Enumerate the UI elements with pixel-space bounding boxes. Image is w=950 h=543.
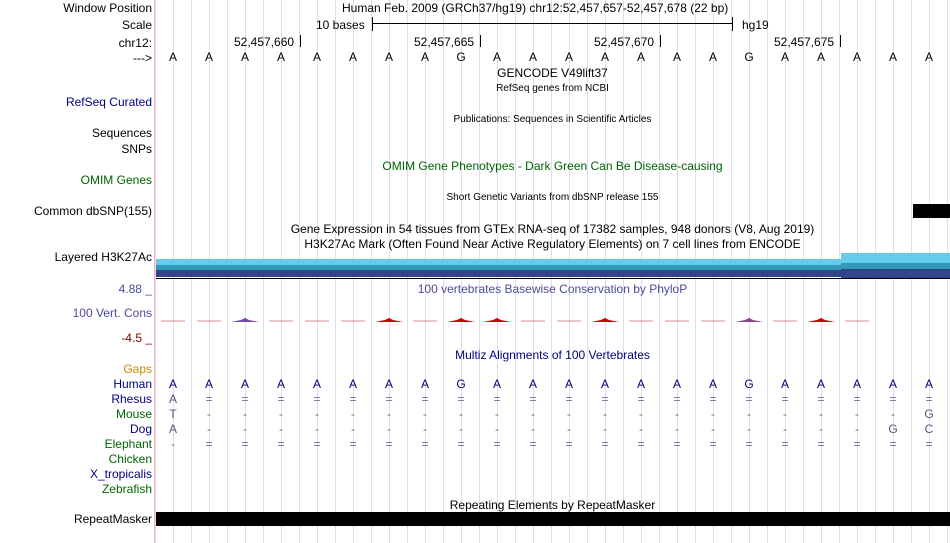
base-letter: A xyxy=(240,50,249,64)
base-letter: G xyxy=(456,50,466,64)
dbsnp-variant-feature[interactable] xyxy=(913,204,950,218)
species-label[interactable]: Dog xyxy=(129,422,152,436)
alignment-base: = xyxy=(493,437,501,451)
refseq-curated-label[interactable]: RefSeq Curated xyxy=(65,95,152,109)
alignment-base: = xyxy=(241,437,249,451)
base-letter: A xyxy=(168,50,177,64)
alignment-base: - xyxy=(711,407,715,421)
alignment-base: = xyxy=(349,392,357,406)
conservation-wiggle[interactable] xyxy=(0,315,950,335)
alignment-base: = xyxy=(853,437,861,451)
species-label[interactable]: Rhesus xyxy=(111,392,152,406)
conservation-mark xyxy=(735,318,763,322)
alignment-base: A xyxy=(492,377,501,391)
alignment-base: - xyxy=(639,422,643,436)
gencode-track-title[interactable]: GENCODE V49lift37 xyxy=(497,66,608,80)
alignment-base: = xyxy=(529,392,537,406)
base-letter: G xyxy=(744,50,754,64)
alignment-base: A xyxy=(204,377,213,391)
sequences-label[interactable]: Sequences xyxy=(91,126,152,140)
alignment-base: = xyxy=(745,392,753,406)
omim-genes-label[interactable]: OMIM Genes xyxy=(80,173,152,187)
alignment-base: A xyxy=(168,392,177,406)
cons-max-label: 4.88 _ xyxy=(118,282,152,296)
refseq-track-subtitle[interactable]: RefSeq genes from NCBI xyxy=(496,83,609,94)
base-letter: A xyxy=(384,50,393,64)
alignment-base: = xyxy=(529,437,537,451)
conservation-mark xyxy=(231,318,259,322)
alignment-base: - xyxy=(351,422,355,436)
alignment-base: = xyxy=(385,392,393,406)
alignment-base: = xyxy=(277,392,285,406)
alignment-base: - xyxy=(387,422,391,436)
alignment-base: A xyxy=(312,377,321,391)
h3k27ac-signal-dark[interactable] xyxy=(841,269,950,278)
alignment-base: = xyxy=(601,392,609,406)
alignment-base: A xyxy=(888,377,897,391)
alignment-base: - xyxy=(531,407,535,421)
base-letter: A xyxy=(780,50,789,64)
base-letter: A xyxy=(492,50,501,64)
conservation-mark xyxy=(375,318,403,322)
gaps-label[interactable]: Gaps xyxy=(123,362,152,376)
alignment-base: = xyxy=(385,437,393,451)
alignment-base: = xyxy=(673,437,681,451)
base-letter: A xyxy=(852,50,861,64)
alignment-base: = xyxy=(493,392,501,406)
alignment-base: - xyxy=(783,407,787,421)
alignment-base: = xyxy=(637,392,645,406)
common-dbsnp-label[interactable]: Common dbSNP(155) xyxy=(33,204,152,218)
alignment-base: = xyxy=(781,437,789,451)
scale-bar-left-label: 10 bases xyxy=(316,18,365,32)
alignment-base: = xyxy=(709,392,717,406)
alignment-base: - xyxy=(891,407,895,421)
alignment-base: = xyxy=(745,437,753,451)
conservation-mark xyxy=(483,318,511,322)
base-letter: A xyxy=(276,50,285,64)
alignment-base: = xyxy=(457,437,465,451)
snps-label[interactable]: SNPs xyxy=(121,142,152,156)
alignment-base: = xyxy=(781,392,789,406)
coord-tick-label: 52,457,670 xyxy=(594,35,655,49)
coord-tick xyxy=(840,35,841,47)
species-label[interactable]: Chicken xyxy=(108,452,152,466)
species-label[interactable]: Human xyxy=(113,377,152,391)
alignment-base: - xyxy=(675,422,679,436)
alignment-base: - xyxy=(819,422,823,436)
alignment-base: = xyxy=(565,437,573,451)
alignment-base: - xyxy=(603,422,607,436)
alignment-base: A xyxy=(924,377,933,391)
alignment-base: A xyxy=(780,377,789,391)
scale-bar-left-end xyxy=(372,17,373,31)
base-letter: A xyxy=(528,50,537,64)
cons-min-label: -4.5 _ xyxy=(121,331,152,345)
coord-tick-label: 52,457,675 xyxy=(774,35,835,49)
alignment-base: - xyxy=(855,407,859,421)
alignment-base: - xyxy=(711,422,715,436)
base-letter: A xyxy=(816,50,825,64)
gtex-track-title[interactable]: Gene Expression in 54 tissues from GTEx RNA-seq of 17382 samples, 948 donors (V8, Aug 2019) xyxy=(290,222,815,236)
alignment-base: = xyxy=(205,437,213,451)
h3k27ac-signal-light[interactable] xyxy=(841,253,950,263)
base-letter: A xyxy=(564,50,573,64)
alignment-base: G xyxy=(888,422,898,436)
scale-label: Scale xyxy=(121,18,152,32)
alignment-base: - xyxy=(495,407,499,421)
h3k27ac-signal-dark[interactable] xyxy=(156,270,841,277)
alignment-base: - xyxy=(459,422,463,436)
h3k27ac-baseline xyxy=(156,278,950,279)
alignment-base: A xyxy=(348,377,357,391)
base-letter: A xyxy=(672,50,681,64)
h3k27ac-track-title[interactable]: H3K27Ac Mark (Often Found Near Active Regulatory Elements) on 7 cell lines from ENCODE xyxy=(304,237,801,251)
alignment-base: - xyxy=(243,407,247,421)
species-label[interactable]: Zebrafish xyxy=(101,482,152,496)
alignment-base: = xyxy=(817,437,825,451)
coord-tick-label: 52,457,665 xyxy=(414,35,475,49)
alignment-base: - xyxy=(675,407,679,421)
alignment-base: = xyxy=(421,392,429,406)
window-position-text: Human Feb. 2009 (GRCh37/hg19) chr12:52,457,657-52,457,678 (22 bp) xyxy=(342,1,729,15)
base-letter: A xyxy=(600,50,609,64)
alignment-base: A xyxy=(672,377,681,391)
alignment-base: = xyxy=(889,437,897,451)
alignment-base: - xyxy=(495,422,499,436)
alignment-base: = xyxy=(277,437,285,451)
window-position-label: Window Position xyxy=(63,1,152,15)
alignment-base: A xyxy=(636,377,645,391)
alignment-base: = xyxy=(889,392,897,406)
strand-arrow-label[interactable]: ---> xyxy=(133,51,152,65)
alignment-base: A xyxy=(276,377,285,391)
alignment-base: - xyxy=(207,407,211,421)
multiz-track-title[interactable]: Multiz Alignments of 100 Vertebrates xyxy=(455,348,650,362)
alignment-base: A xyxy=(852,377,861,391)
base-letter: A xyxy=(420,50,429,64)
coord-tick-label: 52,457,660 xyxy=(234,35,295,49)
alignment-base: - xyxy=(819,407,823,421)
base-letter: A xyxy=(204,50,213,64)
coord-tick xyxy=(480,35,481,47)
alignment-base: = xyxy=(313,437,321,451)
alignment-base: A xyxy=(168,422,177,436)
alignment-base: = xyxy=(925,392,933,406)
alignment-base: - xyxy=(207,422,211,436)
repeatmasker-feature[interactable] xyxy=(156,512,950,526)
dbsnp-track-title[interactable]: Short Genetic Variants from dbSNP release 155 xyxy=(446,192,659,203)
alignment-base: - xyxy=(567,407,571,421)
alignment-base: A xyxy=(168,377,177,391)
scale-bar-right-label: hg19 xyxy=(742,18,769,32)
alignment-base: = xyxy=(637,437,645,451)
base-letter: A xyxy=(924,50,933,64)
alignment-base: - xyxy=(423,422,427,436)
alignment-base: = xyxy=(421,437,429,451)
alignment-base: = xyxy=(925,437,933,451)
alignment-base: A xyxy=(816,377,825,391)
species-label[interactable]: Mouse xyxy=(115,407,152,421)
alignment-base: - xyxy=(567,422,571,436)
alignment-base: - xyxy=(171,437,175,451)
alignment-base: G xyxy=(924,407,934,421)
alignment-base: - xyxy=(639,407,643,421)
conservation-mark xyxy=(447,318,475,322)
alignment-base: = xyxy=(853,392,861,406)
chrom-label: chr12: xyxy=(118,36,152,50)
alignment-base: - xyxy=(243,422,247,436)
alignment-base: G xyxy=(744,377,754,391)
coord-tick xyxy=(660,35,661,47)
alignment-base: = xyxy=(601,437,609,451)
alignment-base: T xyxy=(169,407,177,421)
alignment-base: = xyxy=(673,392,681,406)
alignment-base: A xyxy=(600,377,609,391)
alignment-base: A xyxy=(528,377,537,391)
alignment-base: = xyxy=(205,392,213,406)
alignment-base: - xyxy=(387,407,391,421)
publications-track-title[interactable]: Publications: Sequences in Scientific Articles xyxy=(453,114,652,125)
coord-tick xyxy=(300,35,301,47)
alignment-base: A xyxy=(564,377,573,391)
base-letter: A xyxy=(348,50,357,64)
alignment-base: A xyxy=(420,377,429,391)
base-letter: A xyxy=(636,50,645,64)
alignment-base: = xyxy=(241,392,249,406)
base-letter: A xyxy=(708,50,717,64)
alignment-base: = xyxy=(349,437,357,451)
alignment-base: - xyxy=(747,422,751,436)
alignment-base: - xyxy=(855,422,859,436)
scale-bar-right-end xyxy=(732,17,733,31)
alignment-base: - xyxy=(315,422,319,436)
alignment-base: = xyxy=(457,392,465,406)
alignment-base: = xyxy=(709,437,717,451)
alignment-base: - xyxy=(747,407,751,421)
species-label[interactable]: X_tropicalis xyxy=(89,467,152,481)
alignment-base: = xyxy=(565,392,573,406)
alignment-base: A xyxy=(240,377,249,391)
alignment-base: - xyxy=(459,407,463,421)
repeatmasker-label[interactable]: RepeatMasker xyxy=(73,512,152,526)
conservation-track-title[interactable]: 100 vertebrates Basewise Conservation by PhyloP xyxy=(417,282,688,296)
scale-bar xyxy=(372,23,733,24)
alignment-base: - xyxy=(279,422,283,436)
alignment-base: - xyxy=(279,407,283,421)
conservation-mark xyxy=(807,318,835,322)
conservation-mark xyxy=(591,318,619,322)
base-letter: A xyxy=(312,50,321,64)
alignment-base: = xyxy=(817,392,825,406)
alignment-base: G xyxy=(456,377,466,391)
alignment-base: - xyxy=(423,407,427,421)
alignment-base: - xyxy=(315,407,319,421)
alignment-base: - xyxy=(351,407,355,421)
alignment-base: A xyxy=(708,377,717,391)
layered-h3k27ac-label[interactable]: Layered H3K27Ac xyxy=(54,250,152,264)
omim-track-title[interactable]: OMIM Gene Phenotypes - Dark Green Can Be Disease-causing xyxy=(382,159,723,173)
vert-cons-label[interactable]: 100 Vert. Cons xyxy=(72,306,152,320)
alignment-base: C xyxy=(924,422,934,436)
repeatmasker-track-title[interactable]: Repeating Elements by RepeatMasker xyxy=(449,498,656,512)
alignment-base: - xyxy=(531,422,535,436)
alignment-base: A xyxy=(384,377,393,391)
base-letter: A xyxy=(888,50,897,64)
alignment-base: - xyxy=(603,407,607,421)
species-label[interactable]: Elephant xyxy=(104,437,152,451)
alignment-base: = xyxy=(313,392,321,406)
alignment-base: - xyxy=(783,422,787,436)
